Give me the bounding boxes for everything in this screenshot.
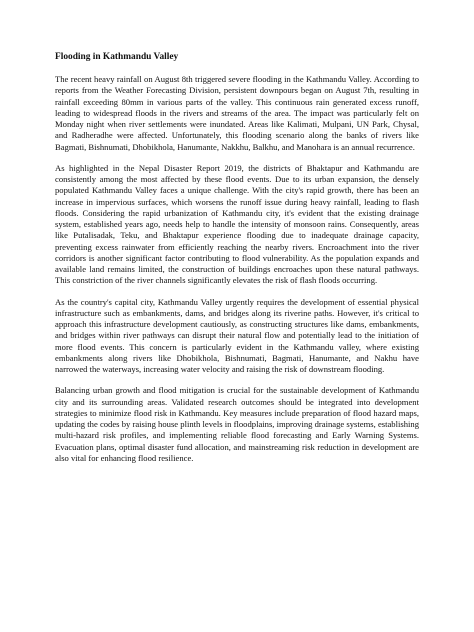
document-title: Flooding in Kathmandu Valley: [55, 52, 179, 62]
paragraph-mitigation-measures: Balancing urban growth and flood mitigation is crucial for the sustainable development of Kathmandu city and its surrounding areas. Validated research outcomes should be integrated into development strategies to minimize flood risk in Kathmandu. Key measures include preparation of flood hazard maps, updating the codes by raising house plinth levels in floodplains, improving drainage systems, establishing multi-hazard risk profiles, and implementing reliable flood forecasting and Early Warning Systems. Evacuation plans, optimal disaster fund allocation, and mainstreaming risk reduction in development are also vital for enhancing flood resilience.: [55, 385, 419, 463]
paragraph-rainfall-flooding: The recent heavy rainfall on August 8th triggered severe flooding in the Kathmandu Valley. According to reports from the Weather Forecasting Division, persistent downpours began on August 7th, resulting in rainfall exceeding 80mm in various parts of the valley. This continuous rain generated excess runoff, leading to widespread floods in the rivers and streams of the area. The impact was particularly felt on Monday night when river settlements were inundated. Areas like Kalimati, Mulpani, UN Park, Chysal, and Radheradhe were affected. Unfortunately, this flooding scenario along the banks of rivers like Bagmati, Bishnumati, Dhobikhola, Hanumante, Nakkhu, Balkhu, and Manohara is an annual recurrence.: [55, 74, 419, 152]
document-page: [55, 52, 419, 474]
paragraph-urbanization-risk: As highlighted in the Nepal Disaster Report 2019, the districts of Bhaktapur and Kathmandu are consistently among the most affected by these flood events. Due to its urban expansion, the densely populated Kathmandu Valley faces a unique challenge. With the city's rapid growth, there has been an increase in impervious surfaces, which worsens the runoff issue during heavy rainfall, leading to flash floods. Considering the rapid urbanization of Kathmandu city, it's evident that the existing drainage system, established years ago, needs help to handle the intensity of monsoon rains. Consequently, areas like Putalisadak, Teku, and Bhaktapur experience flooding due to inadequate drainage capacity, preventing excess rainwater from efficiently reaching the nearby rivers. Encroachment into the river corridors is another significant factor contributing to flood vulnerability. As the population expands and available land remains limited, the construction of buildings encroaches upon these natural pathways. This constriction of the river channels significantly elevates the risk of flash floods occurring.: [55, 162, 419, 286]
paragraph-infrastructure: As the country's capital city, Kathmandu Valley urgently requires the development of essential physical infrastructure such as embankments, dams, and bridges along its riverine paths. However, it's critical to approach this infrastructure development cautiously, as constructing structures like dams, embankments, and bridges within river pathways can disrupt their natural flow and potentially lead to the initiation of more flood events. This concern is particularly evident in the Kathmandu valley, where existing embankments along rivers like Dhobikhola, Bishnumati, Bagmati, Hanumante, and Nakhu have narrowed the waterways, increasing water velocity and raising the risk of downstream flooding.: [55, 296, 419, 374]
